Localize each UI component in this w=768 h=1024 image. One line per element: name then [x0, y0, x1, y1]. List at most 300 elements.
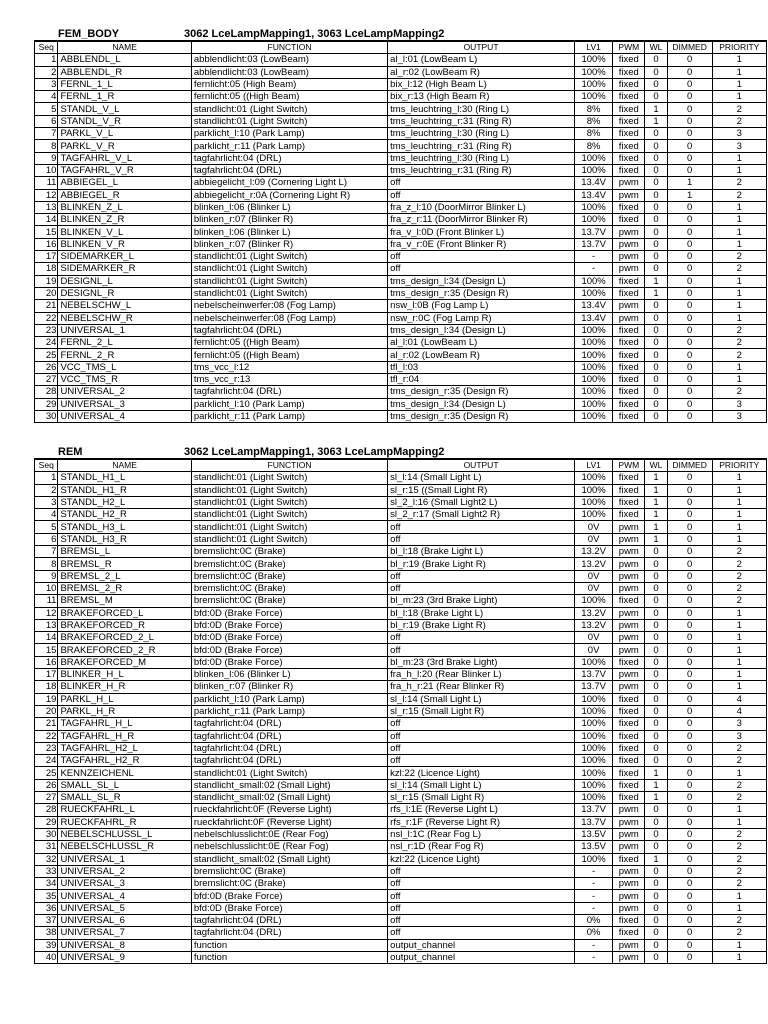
cell-function: abblendlicht:03 (LowBeam) — [191, 54, 387, 66]
cell-function: standlicht:01 (Light Switch) — [191, 251, 387, 263]
cell-wl: 1 — [645, 509, 667, 521]
table-row — [35, 386, 767, 398]
cell-priority: 1 — [712, 312, 766, 324]
cell-function: standlicht:01 (Light Switch) — [191, 275, 387, 287]
cell-output: off — [388, 533, 575, 545]
cell-name: FERNL_1_R — [58, 91, 191, 103]
cell-pwm: pwm — [613, 865, 645, 877]
cell-dimmed: 0 — [667, 767, 712, 779]
cell-dimmed: 0 — [667, 681, 712, 693]
cell-name: BLINKEN_V_R — [58, 238, 191, 250]
cell-output: tfl_l:03 — [388, 361, 575, 373]
cell-seq: 24 — [35, 337, 58, 349]
cell-output: off — [388, 263, 575, 275]
table-row — [35, 865, 767, 877]
cell-lv1: 8% — [574, 140, 612, 152]
cell-lv1: - — [574, 939, 612, 951]
table-row — [35, 128, 767, 140]
cell-lv1: 100% — [574, 742, 612, 754]
cell-priority: 3 — [712, 398, 766, 410]
cell-output: sl_r:15 (Small Light R) — [388, 705, 575, 717]
cell-priority: 1 — [712, 816, 766, 828]
cell-output: tms_design_l:34 (Design L) — [388, 275, 575, 287]
cell-dimmed: 0 — [667, 312, 712, 324]
cell-function: bremslicht:0C (Brake) — [191, 595, 387, 607]
cell-name: BRAKEFORCED_R — [58, 619, 191, 631]
cell-priority: 1 — [712, 521, 766, 533]
cell-wl: 0 — [645, 816, 667, 828]
cell-output: off — [388, 890, 575, 902]
cell-wl: 0 — [645, 337, 667, 349]
cell-pwm: fixed — [613, 705, 645, 717]
cell-function: bfd:0D (Brake Force) — [191, 607, 387, 619]
cell-pwm: fixed — [613, 386, 645, 398]
table-row — [35, 312, 767, 324]
cell-function: standlicht:01 (Light Switch) — [191, 509, 387, 521]
cell-wl: 0 — [645, 693, 667, 705]
cell-priority: 3 — [712, 410, 766, 422]
cell-wl: 0 — [645, 582, 667, 594]
cell-priority: 1 — [712, 91, 766, 103]
cell-seq: 9 — [35, 570, 58, 582]
cell-seq: 3 — [35, 496, 58, 508]
cell-seq: 30 — [35, 828, 58, 840]
cell-function: standlicht:01 (Light Switch) — [191, 287, 387, 299]
table-row — [35, 890, 767, 902]
cell-priority: 1 — [712, 804, 766, 816]
cell-name: VCC_TMS_L — [58, 361, 191, 373]
cell-output: fra_v_l:0D (Front Blinker L) — [388, 226, 575, 238]
cell-priority: 4 — [712, 693, 766, 705]
cell-name: TAGFAHRL_V_L — [58, 152, 191, 164]
table-row — [35, 816, 767, 828]
table-row — [35, 927, 767, 939]
cell-function: fernlicht:05 ((High Beam) — [191, 337, 387, 349]
cell-priority: 1 — [712, 669, 766, 681]
table-row — [35, 164, 767, 176]
cell-output: fra_z_r:11 (DoorMirror Blinker R) — [388, 214, 575, 226]
cell-lv1: 100% — [574, 755, 612, 767]
cell-function: standlicht:01 (Light Switch) — [191, 533, 387, 545]
cell-dimmed: 0 — [667, 287, 712, 299]
cell-pwm: fixed — [613, 718, 645, 730]
cell-name: RUECKFAHRL_R — [58, 816, 191, 828]
cell-dimmed: 0 — [667, 779, 712, 791]
cell-seq: 8 — [35, 140, 58, 152]
cell-dimmed: 0 — [667, 484, 712, 496]
cell-function: bremslicht:0C (Brake) — [191, 546, 387, 558]
cell-lv1: 0% — [574, 927, 612, 939]
cell-dimmed: 0 — [667, 853, 712, 865]
cell-wl: 1 — [645, 275, 667, 287]
cell-priority: 1 — [712, 214, 766, 226]
cell-lv1: 0V — [574, 570, 612, 582]
cell-function: tagfahrlicht:04 (DRL) — [191, 152, 387, 164]
cell-priority: 2 — [712, 779, 766, 791]
cell-seq: 21 — [35, 718, 58, 730]
cell-name: UNIVERSAL_3 — [58, 398, 191, 410]
cell-function: nebelscheinwerfer:08 (Fog Lamp) — [191, 300, 387, 312]
cell-wl: 0 — [645, 669, 667, 681]
cell-lv1: - — [574, 865, 612, 877]
cell-name: STANDL_H3_R — [58, 533, 191, 545]
cell-priority: 2 — [712, 914, 766, 926]
cell-output: bix_l:12 (High Beam L) — [388, 78, 575, 90]
cell-output: al_r:02 (LowBeam R) — [388, 66, 575, 78]
cell-dimmed: 0 — [667, 398, 712, 410]
cell-wl: 0 — [645, 914, 667, 926]
cell-function: tagfahrlicht:04 (DRL) — [191, 718, 387, 730]
col-header-output: OUTPUT — [388, 41, 575, 54]
cell-seq: 12 — [35, 607, 58, 619]
table-row — [35, 201, 767, 213]
cell-seq: 10 — [35, 164, 58, 176]
cell-pwm: pwm — [613, 804, 645, 816]
cell-name: SIDEMARKER_R — [58, 263, 191, 275]
cell-seq: 13 — [35, 201, 58, 213]
cell-name: UNIVERSAL_7 — [58, 927, 191, 939]
table-row — [35, 66, 767, 78]
cell-function: tagfahrlicht:04 (DRL) — [191, 742, 387, 754]
cell-name: RUECKFAHRL_L — [58, 804, 191, 816]
cell-name: BRAKEFORCED_2_L — [58, 632, 191, 644]
cell-output: bix_r:13 (High Beam R) — [388, 91, 575, 103]
cell-output: off — [388, 927, 575, 939]
table-row — [35, 607, 767, 619]
cell-dimmed: 0 — [667, 337, 712, 349]
section-mapping: 3062 LceLampMapping1, 3063 LceLampMapping2 — [184, 28, 445, 40]
cell-lv1: 8% — [574, 128, 612, 140]
table-row — [35, 189, 767, 201]
cell-output: off — [388, 902, 575, 914]
cell-function: standlicht:01 (Light Switch) — [191, 263, 387, 275]
cell-lv1: 8% — [574, 103, 612, 115]
cell-wl: 0 — [645, 755, 667, 767]
cell-function: blinken_l:06 (Blinker L) — [191, 226, 387, 238]
cell-pwm: fixed — [613, 287, 645, 299]
cell-pwm: fixed — [613, 164, 645, 176]
cell-pwm: fixed — [613, 374, 645, 386]
cell-output: off — [388, 755, 575, 767]
cell-wl: 1 — [645, 533, 667, 545]
cell-name: BRAKEFORCED_L — [58, 607, 191, 619]
cell-seq: 19 — [35, 693, 58, 705]
cell-pwm: fixed — [613, 78, 645, 90]
cell-name: UNIVERSAL_4 — [58, 410, 191, 422]
cell-pwm: pwm — [613, 533, 645, 545]
cell-lv1: 100% — [574, 595, 612, 607]
cell-function: tms_vcc_l:12 — [191, 361, 387, 373]
cell-name: ABBIEGEL_L — [58, 177, 191, 189]
cell-output: tms_leuchtring_l:30 (Ring L) — [388, 152, 575, 164]
cell-priority: 4 — [712, 705, 766, 717]
cell-name: BREMSL_2_L — [58, 570, 191, 582]
cell-priority: 2 — [712, 841, 766, 853]
cell-priority: 1 — [712, 226, 766, 238]
cell-function: fernlicht:05 ((High Beam) — [191, 349, 387, 361]
cell-dimmed: 0 — [667, 656, 712, 668]
cell-priority: 2 — [712, 927, 766, 939]
cell-lv1: 100% — [574, 496, 612, 508]
cell-wl: 0 — [645, 374, 667, 386]
cell-output: sl_l:14 (Small Light L) — [388, 779, 575, 791]
cell-output: tms_leuchtring_r:31 (Ring R) — [388, 140, 575, 152]
cell-output: rfs_r:1F (Reverse Light R) — [388, 816, 575, 828]
cell-dimmed: 0 — [667, 804, 712, 816]
cell-lv1: 100% — [574, 767, 612, 779]
cell-seq: 23 — [35, 742, 58, 754]
cell-pwm: pwm — [613, 828, 645, 840]
cell-wl: 0 — [645, 878, 667, 890]
cell-function: tms_vcc_r:13 — [191, 374, 387, 386]
cell-wl: 0 — [645, 644, 667, 656]
cell-function: bremslicht:0C (Brake) — [191, 570, 387, 582]
table-row — [35, 546, 767, 558]
cell-function: abblendlicht:03 (LowBeam) — [191, 66, 387, 78]
cell-dimmed: 0 — [667, 730, 712, 742]
cell-function: tagfahrlicht:04 (DRL) — [191, 914, 387, 926]
lamp-mapping-table — [34, 458, 767, 964]
cell-priority: 1 — [712, 238, 766, 250]
col-header-wl: WL — [645, 41, 667, 54]
cell-dimmed: 0 — [667, 152, 712, 164]
cell-name: UNIVERSAL_5 — [58, 902, 191, 914]
cell-priority: 2 — [712, 189, 766, 201]
cell-dimmed: 0 — [667, 939, 712, 951]
cell-seq: 5 — [35, 103, 58, 115]
cell-wl: 1 — [645, 287, 667, 299]
cell-priority: 1 — [712, 472, 766, 484]
cell-seq: 10 — [35, 582, 58, 594]
table-row — [35, 914, 767, 926]
cell-name: STANDL_H1_L — [58, 472, 191, 484]
cell-priority: 1 — [712, 939, 766, 951]
cell-seq: 26 — [35, 361, 58, 373]
cell-pwm: pwm — [613, 681, 645, 693]
table-row — [35, 644, 767, 656]
cell-pwm: fixed — [613, 792, 645, 804]
cell-output: off — [388, 177, 575, 189]
cell-lv1: 100% — [574, 164, 612, 176]
cell-seq: 2 — [35, 484, 58, 496]
cell-pwm: fixed — [613, 914, 645, 926]
cell-pwm: pwm — [613, 189, 645, 201]
cell-priority: 2 — [712, 853, 766, 865]
cell-name: BREMSL_2_R — [58, 582, 191, 594]
cell-wl: 0 — [645, 595, 667, 607]
cell-priority: 2 — [712, 386, 766, 398]
cell-dimmed: 0 — [667, 619, 712, 631]
table-row — [35, 632, 767, 644]
cell-wl: 1 — [645, 472, 667, 484]
cell-dimmed: 0 — [667, 251, 712, 263]
cell-name: ABBIEGEL_R — [58, 189, 191, 201]
cell-name: TAGFAHRL_H2_R — [58, 755, 191, 767]
cell-output: nsl_l:1C (Rear Fog L) — [388, 828, 575, 840]
section-header — [0, 446, 768, 458]
table-row — [35, 767, 767, 779]
cell-pwm: fixed — [613, 742, 645, 754]
table-row — [35, 878, 767, 890]
cell-output: tms_leuchtring_r:31 (Ring R) — [388, 164, 575, 176]
cell-wl: 0 — [645, 705, 667, 717]
cell-name: NEBELSCHLUSSL_L — [58, 828, 191, 840]
cell-name: STANDL_H3_L — [58, 521, 191, 533]
cell-lv1: 0V — [574, 582, 612, 594]
table-row — [35, 681, 767, 693]
cell-wl: 1 — [645, 779, 667, 791]
cell-lv1: 100% — [574, 152, 612, 164]
cell-dimmed: 0 — [667, 226, 712, 238]
cell-seq: 9 — [35, 152, 58, 164]
cell-pwm: pwm — [613, 312, 645, 324]
cell-seq: 22 — [35, 312, 58, 324]
cell-priority: 1 — [712, 66, 766, 78]
cell-pwm: pwm — [613, 582, 645, 594]
cell-pwm: pwm — [613, 841, 645, 853]
cell-priority: 2 — [712, 349, 766, 361]
table-header-row — [35, 41, 767, 54]
cell-wl: 0 — [645, 681, 667, 693]
table-row — [35, 337, 767, 349]
cell-seq: 15 — [35, 644, 58, 656]
cell-output: sl_2_l:16 (Small Light2 L) — [388, 496, 575, 508]
cell-output: tms_leuchtring_l:30 (Ring L) — [388, 128, 575, 140]
cell-seq: 14 — [35, 632, 58, 644]
cell-priority: 1 — [712, 951, 766, 963]
rem-section — [0, 446, 768, 964]
cell-priority: 2 — [712, 263, 766, 275]
cell-priority: 1 — [712, 619, 766, 631]
cell-output: bl_m:23 (3rd Brake Light) — [388, 656, 575, 668]
table-row — [35, 619, 767, 631]
cell-priority: 3 — [712, 128, 766, 140]
cell-lv1: 100% — [574, 398, 612, 410]
cell-dimmed: 0 — [667, 496, 712, 508]
cell-wl: 0 — [645, 164, 667, 176]
cell-dimmed: 0 — [667, 410, 712, 422]
cell-priority: 1 — [712, 201, 766, 213]
table-row — [35, 779, 767, 791]
cell-wl: 0 — [645, 189, 667, 201]
cell-wl: 0 — [645, 238, 667, 250]
cell-lv1: 13.4V — [574, 189, 612, 201]
cell-output: off — [388, 644, 575, 656]
cell-dimmed: 0 — [667, 66, 712, 78]
cell-lv1: - — [574, 951, 612, 963]
table-row — [35, 755, 767, 767]
cell-wl: 0 — [645, 398, 667, 410]
cell-wl: 0 — [645, 226, 667, 238]
cell-lv1: 13.4V — [574, 312, 612, 324]
cell-wl: 0 — [645, 927, 667, 939]
cell-name: PARKL_V_R — [58, 140, 191, 152]
cell-function: nebelschlusslicht:0E (Rear Fog) — [191, 841, 387, 853]
cell-wl: 1 — [645, 792, 667, 804]
cell-seq: 3 — [35, 78, 58, 90]
cell-seq: 24 — [35, 755, 58, 767]
cell-seq: 16 — [35, 238, 58, 250]
cell-dimmed: 0 — [667, 263, 712, 275]
cell-name: NEBELSCHLUSSL_R — [58, 841, 191, 853]
cell-seq: 33 — [35, 865, 58, 877]
cell-output: tms_leuchtring_r:31 (Ring R) — [388, 115, 575, 127]
table-row — [35, 103, 767, 115]
cell-pwm: fixed — [613, 66, 645, 78]
cell-priority: 1 — [712, 767, 766, 779]
cell-wl: 0 — [645, 951, 667, 963]
cell-name: UNIVERSAL_9 — [58, 951, 191, 963]
cell-lv1: - — [574, 878, 612, 890]
cell-name: TAGFAHRL_H_L — [58, 718, 191, 730]
cell-name: STANDL_H1_R — [58, 484, 191, 496]
cell-priority: 2 — [712, 595, 766, 607]
cell-output: off — [388, 865, 575, 877]
cell-function: blinken_r:07 (Blinker R) — [191, 681, 387, 693]
cell-output: kzl:22 (Licence Light) — [388, 853, 575, 865]
cell-lv1: 13.2V — [574, 607, 612, 619]
cell-dimmed: 0 — [667, 324, 712, 336]
cell-seq: 21 — [35, 300, 58, 312]
table-row — [35, 115, 767, 127]
cell-function: bremslicht:0C (Brake) — [191, 558, 387, 570]
cell-pwm: fixed — [613, 398, 645, 410]
table-row — [35, 656, 767, 668]
table-row — [35, 177, 767, 189]
cell-seq: 13 — [35, 619, 58, 631]
cell-priority: 1 — [712, 164, 766, 176]
cell-output: sl_2_r:17 (Small Light2 R) — [388, 509, 575, 521]
cell-name: BREMSL_R — [58, 558, 191, 570]
cell-seq: 20 — [35, 287, 58, 299]
cell-seq: 7 — [35, 546, 58, 558]
cell-lv1: 100% — [574, 361, 612, 373]
cell-lv1: 100% — [574, 386, 612, 398]
cell-wl: 0 — [645, 558, 667, 570]
cell-lv1: 100% — [574, 349, 612, 361]
col-header-pwm: PWM — [613, 459, 645, 472]
cell-output: off — [388, 730, 575, 742]
cell-wl: 0 — [645, 263, 667, 275]
cell-output: fra_v_r:0E (Front Blinker R) — [388, 238, 575, 250]
cell-function: blinken_r:07 (Blinker R) — [191, 238, 387, 250]
cell-dimmed: 0 — [667, 78, 712, 90]
cell-priority: 2 — [712, 742, 766, 754]
table-row — [35, 152, 767, 164]
cell-pwm: fixed — [613, 349, 645, 361]
cell-function: standlicht:01 (Light Switch) — [191, 496, 387, 508]
cell-output: tms_design_l:34 (Design L) — [388, 324, 575, 336]
cell-function: parklicht_r:11 (Park Lamp) — [191, 410, 387, 422]
cell-function: tagfahrlicht:04 (DRL) — [191, 755, 387, 767]
cell-dimmed: 0 — [667, 509, 712, 521]
table-row — [35, 226, 767, 238]
col-header-wl: WL — [645, 459, 667, 472]
cell-name: FERNL_2_R — [58, 349, 191, 361]
cell-output: tfl_r:04 — [388, 374, 575, 386]
cell-output: off — [388, 251, 575, 263]
cell-wl: 0 — [645, 546, 667, 558]
cell-function: abbiegelicht_l:09 (Cornering Light L) — [191, 177, 387, 189]
cell-pwm: fixed — [613, 509, 645, 521]
cell-priority: 3 — [712, 730, 766, 742]
cell-wl: 0 — [645, 619, 667, 631]
cell-pwm: pwm — [613, 546, 645, 558]
cell-output: al_l:01 (LowBeam L) — [388, 337, 575, 349]
cell-dimmed: 0 — [667, 201, 712, 213]
cell-pwm: pwm — [613, 570, 645, 582]
cell-dimmed: 1 — [667, 177, 712, 189]
